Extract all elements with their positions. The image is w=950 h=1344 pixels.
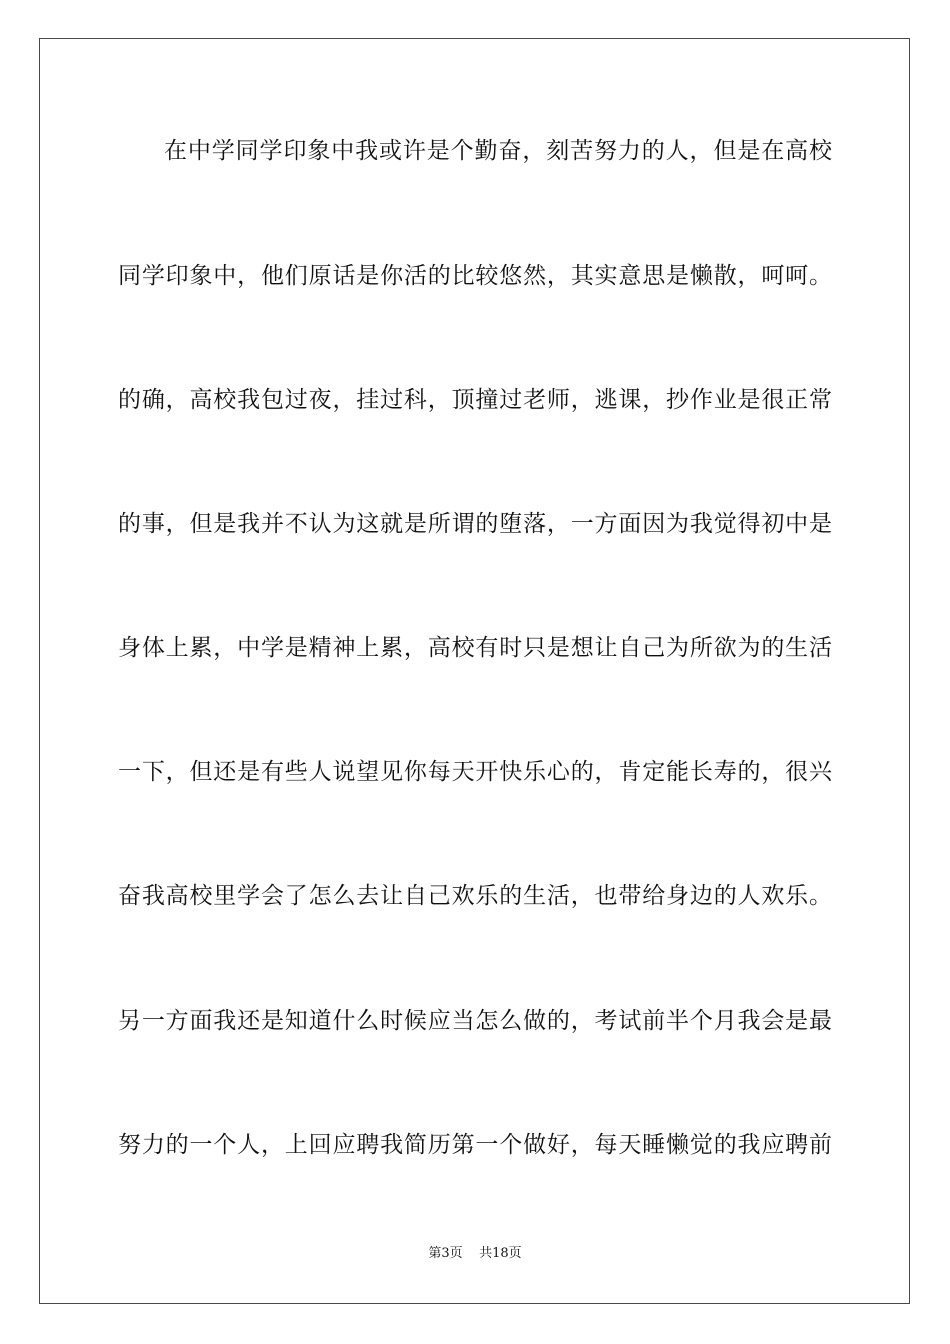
page-footer — [0, 1244, 950, 1264]
page-number: 第3页 — [428, 1246, 463, 1261]
paragraph-line-5: 身体上累，中学是精神上累，高校有时只是想让自己为所欲为的生活 — [118, 635, 832, 661]
paragraph-line-7: 奋我高校里学会了怎么去让自己欢乐的生活，也带给身边的人欢乐。 — [118, 883, 832, 909]
paragraph-line-6: 一下，但还是有些人说望见你每天开快乐心的，肯定能长寿的，很兴 — [118, 759, 832, 785]
paragraph-line-1: 在中学同学印象中我或许是个勤奋，刻苦努力的人，但是在高校 — [164, 138, 832, 164]
paragraph-line-3: 的确，高校我包过夜，挂过科，顶撞过老师，逃课，抄作业是很正常 — [118, 387, 832, 413]
paragraph-line-2: 同学印象中，他们原话是你活的比较悠然，其实意思是懒散，呵呵。 — [118, 263, 832, 289]
page-frame — [39, 38, 910, 1304]
paragraph-line-9: 努力的一个人，上回应聘我简历第一个做好，每天睡懒觉的我应聘前 — [118, 1132, 832, 1158]
paragraph-line-8: 另一方面我还是知道什么时候应当怎么做的，考试前半个月我会是最 — [118, 1008, 832, 1034]
page-total: 共18页 — [479, 1246, 522, 1261]
paragraph-line-4: 的事，但是我并不认为这就是所谓的堕落，一方面因为我觉得初中是 — [118, 511, 832, 537]
